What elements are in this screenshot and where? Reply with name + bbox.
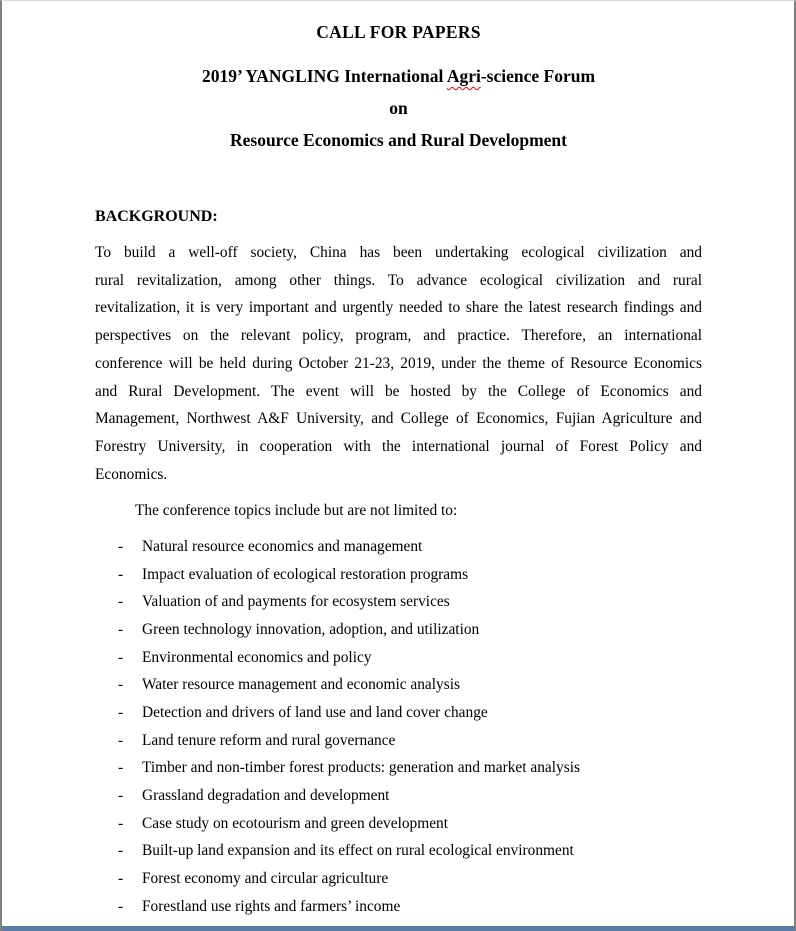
topic-list-item bbox=[95, 865, 702, 893]
list-dash-bullet: - bbox=[118, 621, 124, 638]
background-heading: BACKGROUND: bbox=[95, 208, 218, 225]
topic-list-item bbox=[95, 754, 702, 782]
topic-list-item bbox=[95, 893, 702, 921]
topic-text: Built-up land expansion and its effect on rural ecological environment bbox=[142, 842, 574, 860]
topic-list-item bbox=[95, 727, 702, 755]
list-dash-bullet: - bbox=[118, 731, 124, 749]
paragraph-line: perspectives on the relevant policy, program, and practice. Therefore, an international bbox=[95, 327, 702, 345]
paragraph-line: Forestry University, in cooperation with the international journal of Forest Policy and bbox=[95, 437, 702, 455]
topic-text: Land tenure reform and rural governance bbox=[142, 731, 396, 749]
topic-text: Grassland degradation and development bbox=[142, 786, 390, 804]
list-dash-bullet: - bbox=[118, 593, 124, 611]
topic-text: Timber and non-timber forest products: generation and market analysis bbox=[142, 759, 580, 777]
theme-title: Resource Economics and Rural Development bbox=[229, 130, 567, 150]
bottom-edge-bar bbox=[0, 926, 796, 931]
topic-list-item bbox=[95, 616, 702, 644]
topic-text: Natural resource economics and management bbox=[142, 538, 423, 556]
topics-intro-line: The conference topics include but are not limited to: bbox=[135, 502, 458, 520]
topic-text: Detection and drivers of land use and land cover change bbox=[142, 703, 488, 721]
topic-text: Valuation of and payments for ecosystem services bbox=[142, 593, 450, 611]
forum-title-suffix: -science Forum bbox=[480, 66, 596, 86]
list-dash-bullet: - bbox=[118, 538, 124, 556]
list-dash-bullet: - bbox=[118, 786, 124, 804]
paragraph-line: conference will be held during October 21-23, 2019, under the theme of Resource Economics bbox=[95, 354, 702, 372]
list-dash-bullet: - bbox=[118, 869, 124, 887]
list-dash-bullet: - bbox=[118, 565, 124, 583]
spellcheck-underlined-word: Agri bbox=[446, 66, 481, 86]
paragraph-line: rural revitalization, among other things. To advance ecological civilization and rural bbox=[95, 271, 702, 289]
topic-list-item bbox=[95, 561, 702, 589]
paragraph-line: Economics. bbox=[95, 465, 168, 483]
list-dash-bullet: - bbox=[118, 676, 124, 694]
list-dash-bullet: - bbox=[118, 897, 124, 915]
topic-text: Impact evaluation of ecological restoration programs bbox=[142, 565, 469, 583]
topic-list-item bbox=[95, 533, 702, 561]
topic-text: Environmental economics and policy bbox=[142, 648, 372, 666]
topic-text: Case study on ecotourism and green development bbox=[142, 814, 449, 832]
forum-title-prefix: 2019’ YANGLING International bbox=[201, 66, 447, 86]
list-dash-bullet: - bbox=[118, 648, 124, 666]
list-dash-bullet: - bbox=[118, 814, 124, 832]
paragraph-line: and Rural Development. The event will be hosted by the College of Economics and bbox=[95, 382, 702, 400]
paragraph-line: revitalization, it is very important and urgently needed to share the latest research findings and bbox=[95, 299, 702, 317]
topic-list-item bbox=[95, 671, 702, 699]
topic-list-item bbox=[95, 810, 702, 838]
background-paragraph bbox=[95, 239, 702, 488]
topic-text: Forest economy and circular agriculture bbox=[142, 869, 389, 887]
forum-title bbox=[95, 61, 702, 91]
topic-list-item bbox=[95, 588, 702, 616]
topics-list bbox=[95, 533, 702, 920]
list-dash-bullet: - bbox=[118, 759, 124, 777]
topic-list-item bbox=[95, 837, 702, 865]
document-title-block bbox=[95, 1, 702, 155]
paragraph-line: Management, Northwest A&F University, and College of Economics, Fujian Agriculture and bbox=[95, 410, 702, 428]
topic-text: Green technology innovation, adoption, and utilization bbox=[142, 621, 480, 638]
title-connector-word: on bbox=[389, 98, 408, 118]
topic-list-item bbox=[95, 699, 702, 727]
paragraph-line: To build a well-off society, China has been undertaking ecological civilization and bbox=[95, 244, 702, 261]
call-for-papers-title: CALL FOR PAPERS bbox=[316, 22, 481, 42]
list-dash-bullet: - bbox=[118, 703, 124, 721]
list-dash-bullet: - bbox=[118, 842, 124, 860]
topic-list-item bbox=[95, 644, 702, 672]
topic-text: Water resource management and economic analysis bbox=[142, 676, 460, 694]
topic-text: Forestland use rights and farmers’ income bbox=[142, 897, 401, 915]
topic-list-item bbox=[95, 782, 702, 810]
